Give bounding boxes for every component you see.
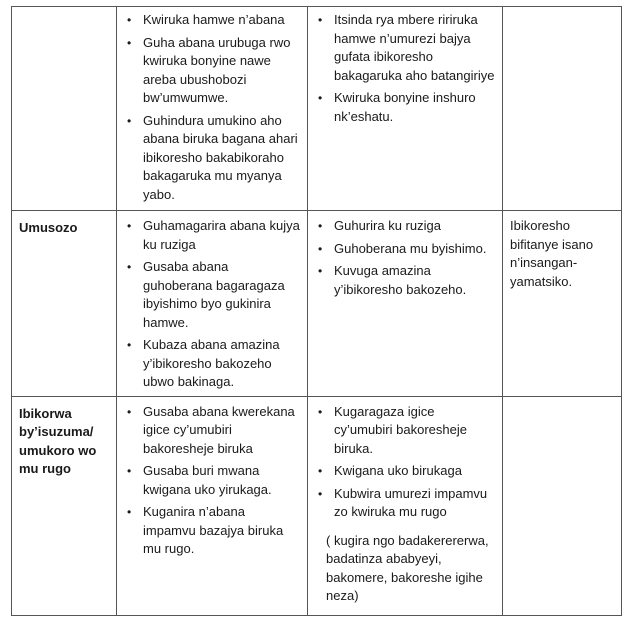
list-item: • Kubaza abana amazina y’ibikoresho bakozeho ubwo bakinaga.	[143, 336, 301, 392]
list-item: • Gusaba abana kwerekana igice cy’umubiri bakoresheje biruka	[143, 403, 301, 459]
list-item: • Guhoberana mu byishimo.	[334, 240, 496, 259]
materials-text: Ibikoresho bifitanye isano n’insangan-yamatsiko.	[510, 218, 594, 289]
list-item: • Kugaragaza igice cy’umubiri bakoresheje biruka.	[334, 403, 496, 459]
learner-activities-list	[308, 397, 502, 522]
teacher-activities-list	[117, 7, 307, 204]
row-label-cell	[12, 7, 117, 211]
row-label	[12, 7, 116, 15]
list-item: • Kuvuga amazina y’ibikoresho bakozeho.	[334, 262, 496, 299]
teacher-activities-cell	[117, 211, 308, 397]
list-item: • Itsinda rya mbere ririruka hamwe n’umurezi bajya gufata ibikoresho bakagaruka aho batangiriye	[334, 11, 496, 85]
table-row	[12, 396, 622, 615]
materials-text	[503, 7, 621, 13]
row-label-cell	[12, 396, 117, 615]
learner-activities-note: ( kugira ngo badakerererwa, badatinza ababyeyi, bakomere, bakoreshe igihe neza)	[326, 532, 489, 603]
row-label: Ibikorwa by’isuzuma/ umukoro wo mu rugo	[19, 405, 97, 476]
teacher-activities-list	[117, 211, 307, 392]
list-item: • Gusaba abana guhoberana bagaragaza ibyishimo byo gukinira hamwe.	[143, 258, 301, 332]
list-item: • Kuganira n’abana impamvu bazajya biruka mu rugo.	[143, 503, 301, 559]
list-item: • Guha abana urubuga rwo kwiruka bonyine nawe areba ubushobozi bw’umwumwe.	[143, 34, 301, 108]
teacher-activities-list	[117, 397, 307, 559]
list-item: • Gusaba buri mwana kwigana uko yirukaga.	[143, 462, 301, 499]
materials-cell	[503, 7, 622, 211]
list-item: • Kwiruka bonyine inshuro nk’eshatu.	[334, 89, 496, 126]
learner-activities-list	[308, 7, 502, 126]
list-item: • Guhamagarira abana kujya ku ruziga	[143, 217, 301, 254]
teacher-activities-cell	[117, 396, 308, 615]
list-item: • Kwigana uko birukaga	[334, 462, 496, 481]
table-row	[12, 211, 622, 397]
materials-cell	[503, 396, 622, 615]
learner-activities-cell	[308, 211, 503, 397]
list-item: • Guhurira ku ruziga	[334, 217, 496, 236]
learner-activities-cell	[308, 396, 503, 615]
row-label-cell	[12, 211, 117, 397]
materials-text	[503, 397, 621, 403]
table-row	[12, 7, 622, 211]
lesson-plan-table	[11, 6, 622, 616]
list-item: • Kwiruka hamwe n’abana	[143, 11, 301, 30]
list-item: • Kubwira umurezi impamvu zo kwiruka mu rugo	[334, 485, 496, 522]
row-label: Umusozo	[19, 220, 78, 235]
learner-activities-list	[308, 211, 502, 299]
materials-cell	[503, 211, 622, 397]
teacher-activities-cell	[117, 7, 308, 211]
list-item: • Guhindura umukino aho abana biruka bagana ahari ibikoresho bakabikoraho bakagaruka mu myanya yabo.	[143, 112, 301, 205]
learner-activities-cell	[308, 7, 503, 211]
